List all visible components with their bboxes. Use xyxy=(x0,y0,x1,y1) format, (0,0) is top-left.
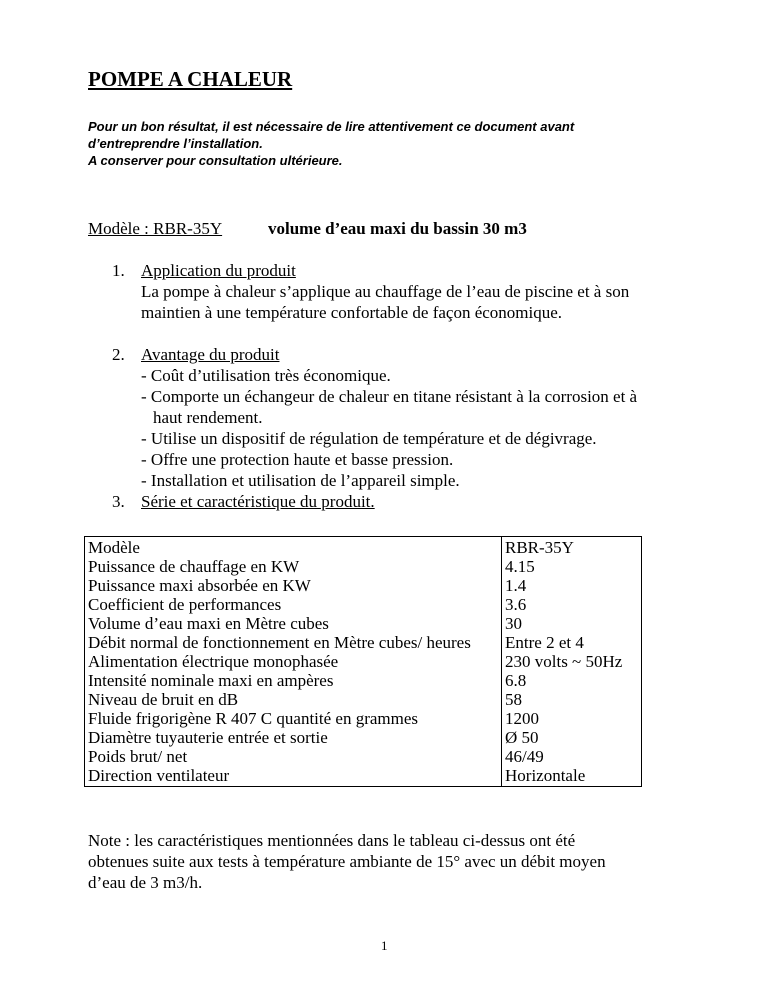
table-row xyxy=(85,652,642,671)
section-heading: Série et caractéristique du produit. xyxy=(141,492,375,511)
intro-line: Pour un bon résultat, il est nécessaire de lire attentivement ce document avant xyxy=(88,119,575,134)
section-line: - Installation et utilisation de l’appareil simple. xyxy=(141,471,460,490)
section-line: - Utilise un dispositif de régulation de température et de dégivrage. xyxy=(141,429,597,448)
spec-value: 30 xyxy=(502,614,642,633)
spec-table xyxy=(84,536,642,787)
table-row xyxy=(85,690,642,709)
table-row xyxy=(85,557,642,576)
section-number: 2. xyxy=(112,345,125,364)
spec-value: 58 xyxy=(502,690,642,709)
model-label: Modèle : RBR-35Y xyxy=(88,219,223,238)
table-row xyxy=(85,595,642,614)
spec-value: 4.15 xyxy=(502,557,642,576)
table-row xyxy=(85,709,642,728)
note-paragraph xyxy=(88,830,688,893)
spec-value: 46/49 xyxy=(502,747,642,766)
section-line: maintien à une température confortable de façon économique. xyxy=(141,303,563,322)
spec-label: Puissance maxi absorbée en KW xyxy=(85,576,502,595)
spec-value: 1200 xyxy=(502,709,642,728)
spec-label: Intensité nominale maxi en ampères xyxy=(85,671,502,690)
table-row xyxy=(85,576,642,595)
spec-label: Modèle xyxy=(85,537,502,558)
section-line: La pompe à chaleur s’applique au chauffage de l’eau de piscine et à son xyxy=(141,282,630,301)
section-number: 3. xyxy=(112,492,125,511)
spec-value: 230 volts ~ 50Hz xyxy=(502,652,642,671)
table-row xyxy=(85,633,642,652)
spec-label: Coefficient de performances xyxy=(85,595,502,614)
table-row xyxy=(85,537,642,558)
section-number: 1. xyxy=(112,261,125,280)
page-number: 1 xyxy=(381,938,388,953)
section-line: - Comporte un échangeur de chaleur en titane résistant à la corrosion et à xyxy=(141,387,638,406)
intro-notice xyxy=(88,118,688,169)
spec-label: Niveau de bruit en dB xyxy=(85,690,502,709)
spec-label: Volume d’eau maxi en Mètre cubes xyxy=(85,614,502,633)
spec-value: 1.4 xyxy=(502,576,642,595)
spec-label: Puissance de chauffage en KW xyxy=(85,557,502,576)
spec-value: 6.8 xyxy=(502,671,642,690)
note-line: d’eau de 3 m3/h. xyxy=(88,873,203,892)
table-row xyxy=(85,614,642,633)
spec-value: RBR-35Y xyxy=(502,537,642,558)
intro-line: d’entreprendre l’installation. xyxy=(88,136,263,151)
intro-line: A conserver pour consultation ultérieure. xyxy=(88,153,343,168)
spec-label: Diamètre tuyauterie entrée et sortie xyxy=(85,728,502,747)
spec-label: Alimentation électrique monophasée xyxy=(85,652,502,671)
section-line: haut rendement. xyxy=(153,408,263,427)
table-row xyxy=(85,766,642,787)
section-heading: Application du produit xyxy=(141,261,296,280)
spec-value: Entre 2 et 4 xyxy=(502,633,642,652)
spec-label: Poids brut/ net xyxy=(85,747,502,766)
table-row xyxy=(85,728,642,747)
note-line: obtenues suite aux tests à température ambiante de 15° avec un débit moyen xyxy=(88,852,606,871)
section-line: - Coût d’utilisation très économique. xyxy=(141,366,391,385)
section-heading: Avantage du produit xyxy=(141,345,280,364)
table-row xyxy=(85,671,642,690)
spec-value: Ø 50 xyxy=(502,728,642,747)
document-title: POMPE A CHALEUR xyxy=(88,67,293,91)
spec-label: Débit normal de fonctionnement en Mètre cubes/ heures xyxy=(85,633,502,652)
table-row xyxy=(85,747,642,766)
model-line xyxy=(88,218,527,239)
spec-label: Fluide frigorigène R 407 C quantité en grammes xyxy=(85,709,502,728)
note-line: Note : les caractéristiques mentionnées dans le tableau ci-dessus ont été xyxy=(88,831,576,850)
section-line: - Offre une protection haute et basse pression. xyxy=(141,450,454,469)
spec-label: Direction ventilateur xyxy=(85,766,502,787)
model-volume: volume d’eau maxi du bassin 30 m3 xyxy=(268,219,527,238)
spec-value: 3.6 xyxy=(502,595,642,614)
spec-value: Horizontale xyxy=(502,766,642,787)
